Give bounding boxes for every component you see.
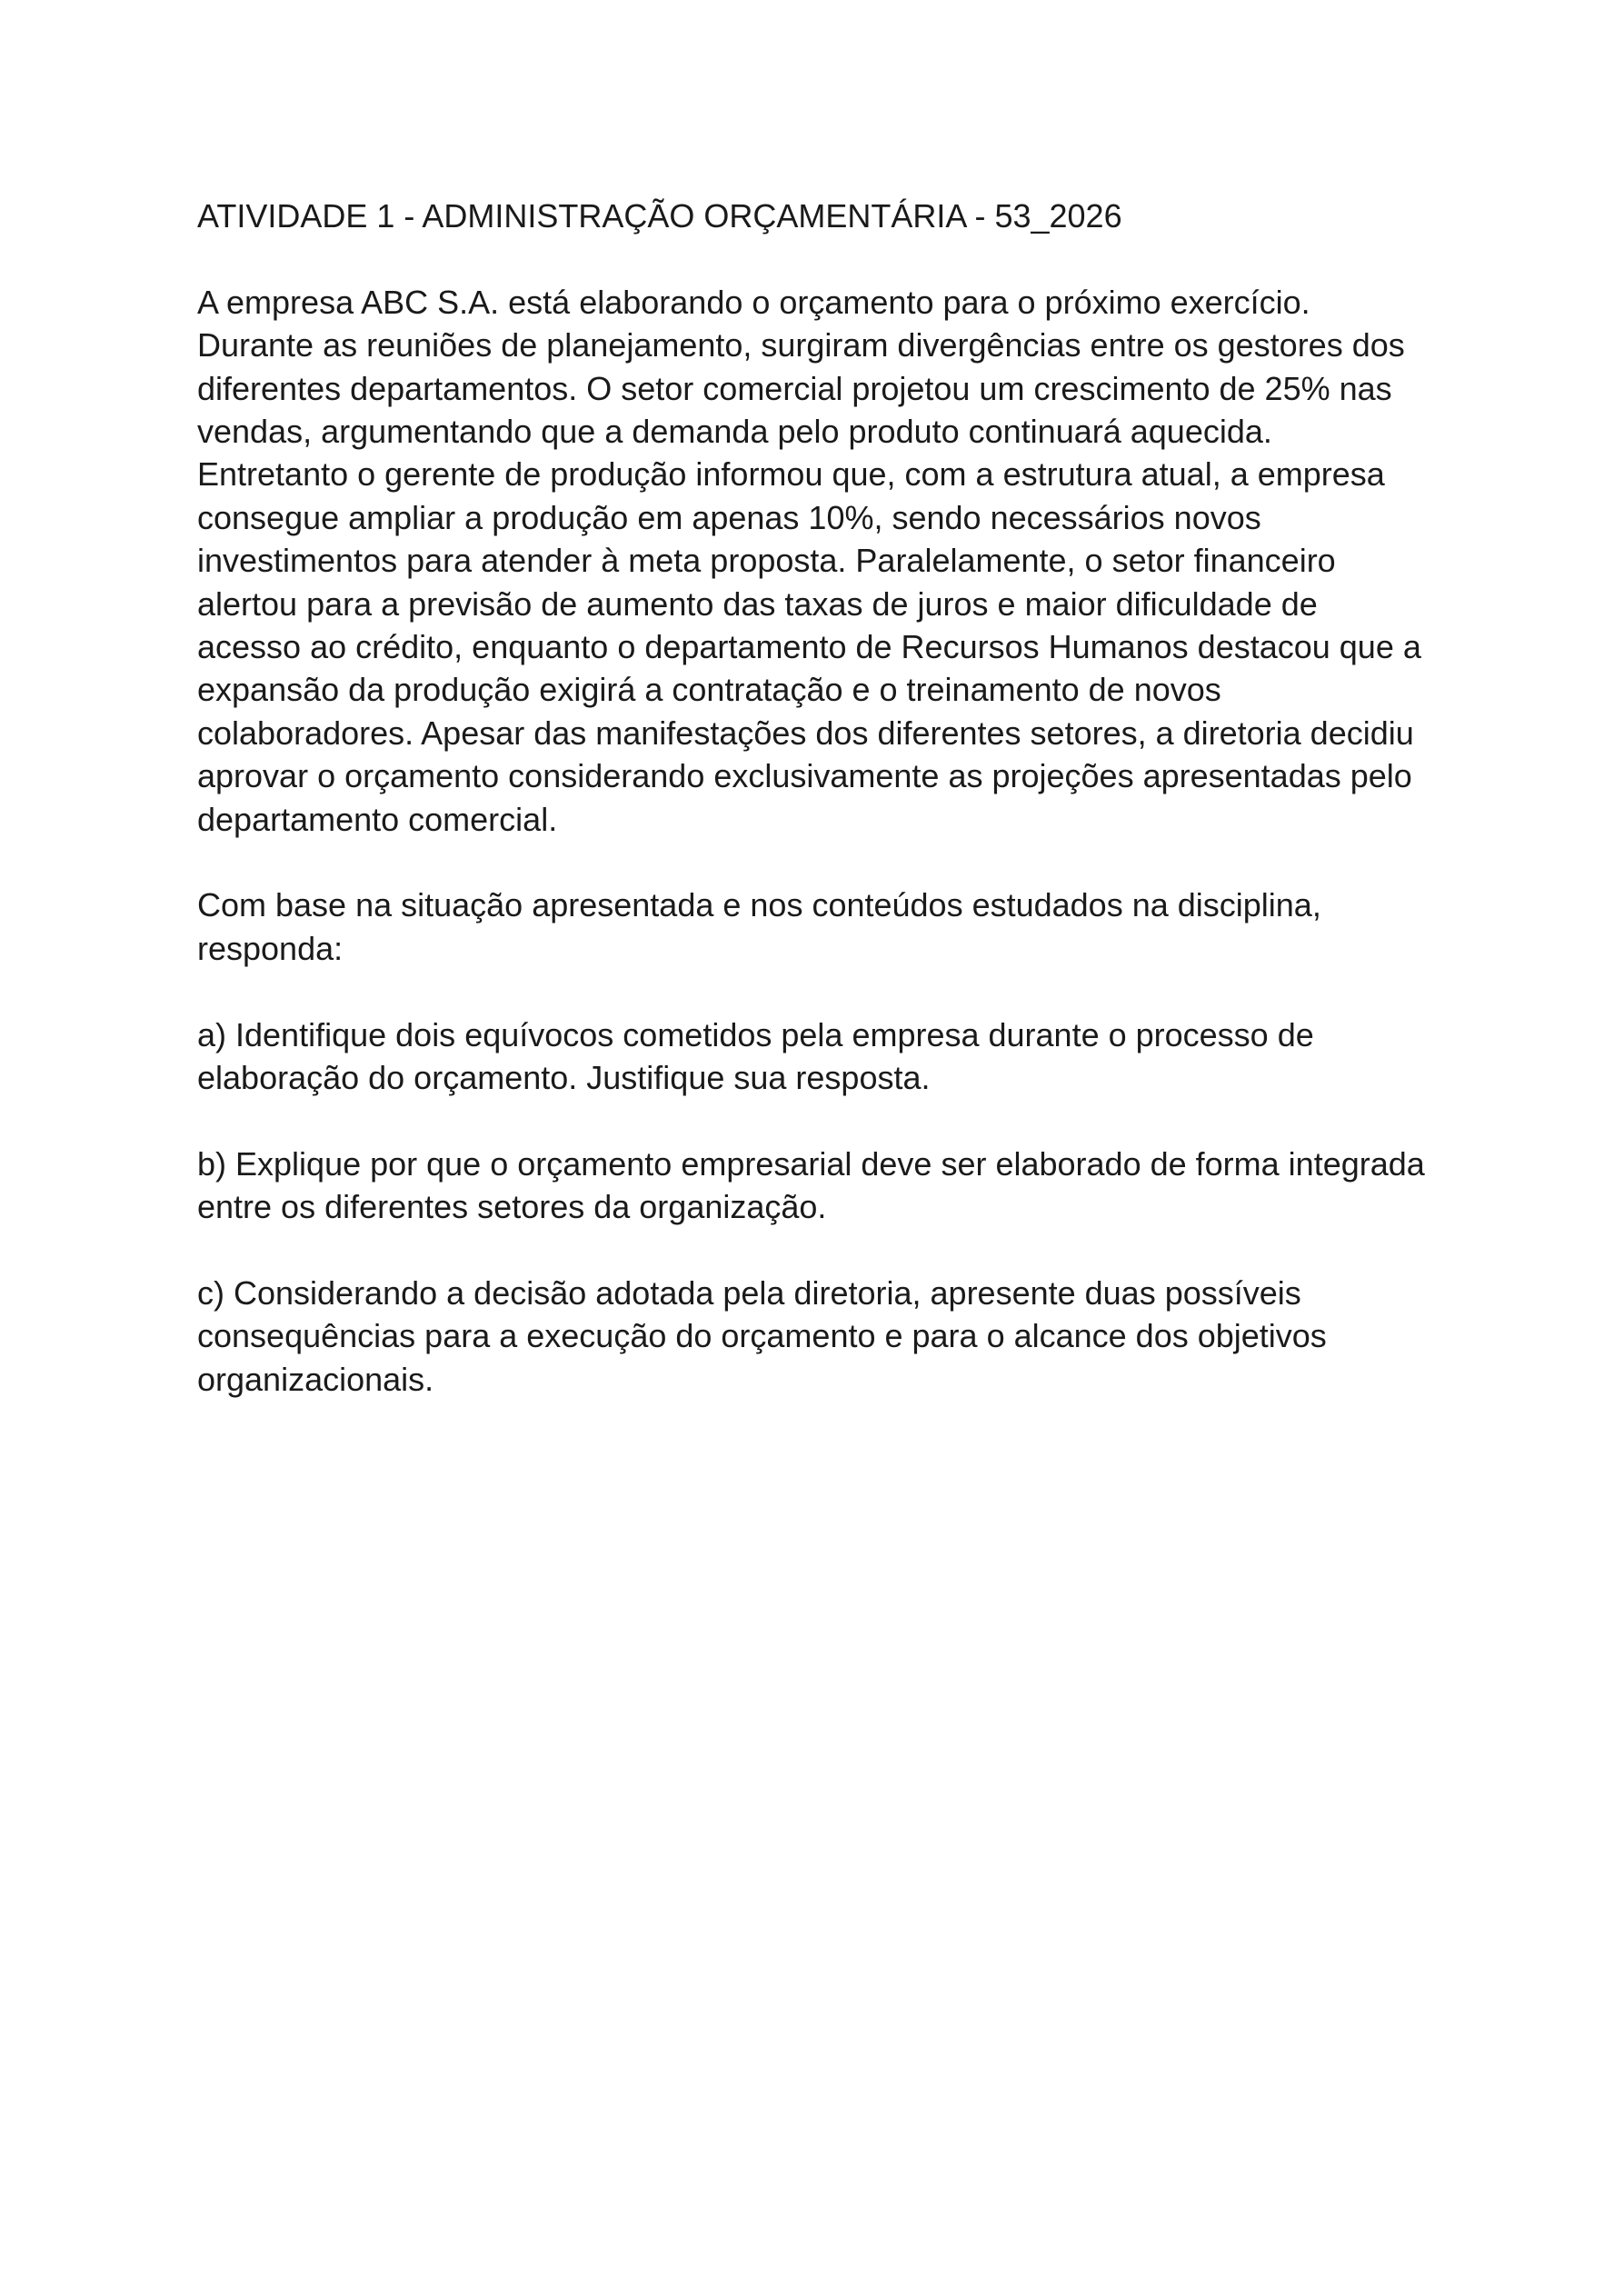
paragraph-spacer [197, 970, 1470, 1013]
case-line: alertou para a previsão de aumento das taxas de juros e maior dificuldade de [197, 584, 1318, 623]
case-paragraph [197, 281, 1470, 841]
instruction-line: responda: [197, 929, 344, 967]
paragraph-spacer [197, 1229, 1470, 1272]
question-c-line: c) Considerando a decisão adotada pela diretoria, apresente duas possíveis [197, 1274, 1301, 1313]
case-line: acesso ao crédito, enquanto o departamento de Recursos Humanos destacou que a [197, 628, 1421, 666]
case-line: investimentos para atender à meta proposta. Paralelamente, o setor financeiro [197, 542, 1336, 580]
question-b-line: b) Explique por que o orçamento empresarial deve ser elaborado de forma integrada [197, 1144, 1425, 1183]
case-line: departamento comercial. [197, 800, 558, 838]
case-line: expansão da produção exigirá a contratação e o treinamento de novos [197, 671, 1221, 709]
question-a-line: elaboração do orçamento. Justifique sua resposta. [197, 1059, 931, 1097]
document-page [197, 195, 1470, 1401]
paragraph-spacer [197, 841, 1470, 883]
question-c [197, 1272, 1470, 1401]
question-b [197, 1143, 1470, 1229]
case-line: aprovar o orçamento considerando exclusivamente as projeções apresentadas pelo [197, 757, 1412, 795]
question-a-line: a) Identifique dois equívocos cometidos pela empresa durante o processo de [197, 1015, 1314, 1053]
case-line: vendas, argumentando que a demanda pelo produto continuará aquecida. [197, 413, 1272, 451]
question-b-line: entre os diferentes setores da organização. [197, 1188, 827, 1226]
case-line: consegue ampliar a produção em apenas 10%, sendo necessários novos [197, 498, 1261, 536]
paragraph-spacer [197, 237, 1470, 280]
document-title: ATIVIDADE 1 - ADMINISTRAÇÃO ORÇAMENTÁRIA - 53_2026 [197, 197, 1122, 235]
instruction-paragraph [197, 883, 1470, 970]
case-line: diferentes departamentos. O setor comercial projetou um crescimento de 25% nas [197, 369, 1392, 407]
case-line: Durante as reuniões de planejamento, surgiram divergências entre os gestores dos [197, 326, 1405, 364]
question-a [197, 1013, 1470, 1100]
case-line: colaboradores. Apesar das manifestações dos diferentes setores, a diretoria decidiu [197, 714, 1414, 752]
question-c-line: consequências para a execução do orçamento e para o alcance dos objetivos [197, 1317, 1327, 1355]
question-c-line: organizacionais. [197, 1360, 434, 1398]
case-line: A empresa ABC S.A. está elaborando o orçamento para o próximo exercício. [197, 283, 1310, 321]
paragraph-spacer [197, 1099, 1470, 1142]
instruction-line: Com base na situação apresentada e nos conteúdos estudados na disciplina, [197, 886, 1321, 924]
case-line: Entretanto o gerente de produção informou que, com a estrutura atual, a empresa [197, 455, 1385, 494]
